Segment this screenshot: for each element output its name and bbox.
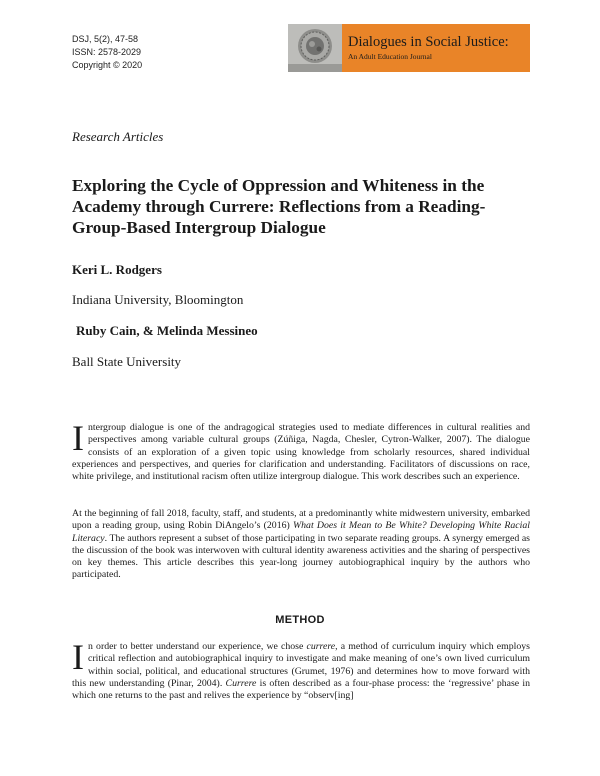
abstract-paragraph: Intergroup dialogue is one of the andragogical strategies used to mediate differences in cultural realities and perspectives among variable cultural groups (Zúñiga, Nagda, Chesler, Cytron-Walker, 2007). The dialogue consists of an exploration of a given topic using knowledge from scholarly resources, shared individual experiences and perspectives, and queries for clarification and understanding. Facilitators of discussions on race, white privilege, and institutional racism often utilize intergroup dialogue. This work describes such an experience. <box>72 418 530 483</box>
journal-banner-text <box>342 34 509 62</box>
section-label: Research Articles <box>72 129 164 144</box>
book-title: What Does it Mean to Be White? Developing White Racial Literacy <box>72 520 530 544</box>
journal-subtitle: An Adult Education Journal <box>348 52 432 61</box>
journal-logo-image <box>288 24 342 72</box>
copyright: Copyright © 2020 <box>72 60 143 70</box>
method-heading: METHOD <box>275 614 325 626</box>
journal-banner <box>288 24 530 72</box>
method-dropcap: I <box>72 637 84 677</box>
article-metadata <box>72 33 142 72</box>
author-name: Ruby Cain, & Melinda Messineo <box>76 323 258 338</box>
author-affiliation: Ball State University <box>72 354 182 369</box>
author-affiliation: Indiana University, Bloomington <box>72 292 244 307</box>
abstract-dropcap: I <box>72 418 84 458</box>
issn: ISSN: 2578-2029 <box>72 47 142 57</box>
citation: DSJ, 5(2), 47-58 <box>72 34 139 44</box>
article-title: Exploring the Cycle of Oppression and Whiteness in the Academy through Currere: Reflections from a Reading-Group-Based Intergroup Dialogue <box>72 176 486 237</box>
method-paragraph: In order to better understand our experience, we chose currere, a method of curriculum inquiry which employs critical reflection and autobiographical inquiry to investigate and make meaning of one’s own lived curriculum within social, political, and educational structures (Grumet, 1976) and determines how to move forward with this new understanding (Pinar, 2004). Currere is often described as a four-phase process: the ‘regressive’ phase in which one returns to the past and relives the experience by “observ[ing] <box>72 637 530 702</box>
journal-title: Dialogues in Social Justice: <box>348 34 509 50</box>
author-name: Keri L. Rodgers <box>72 262 162 277</box>
intro-paragraph: At the beginning of fall 2018, faculty, staff, and students, at a predominantly white midwestern university, embarked upon a reading group, using Robin DiAngelo’s (2016) What Does it Mean to Be White? Developing White Racial Literacy. The authors represent a subset of those participating in two separate reading groups. A synergy emerged as the discussion of the book was interwoven with cultural identity awareness activities and the sharing of perspectives on key themes. This article describes this year-long journey autobiographical inquiry by the authors who participated. <box>72 508 530 581</box>
